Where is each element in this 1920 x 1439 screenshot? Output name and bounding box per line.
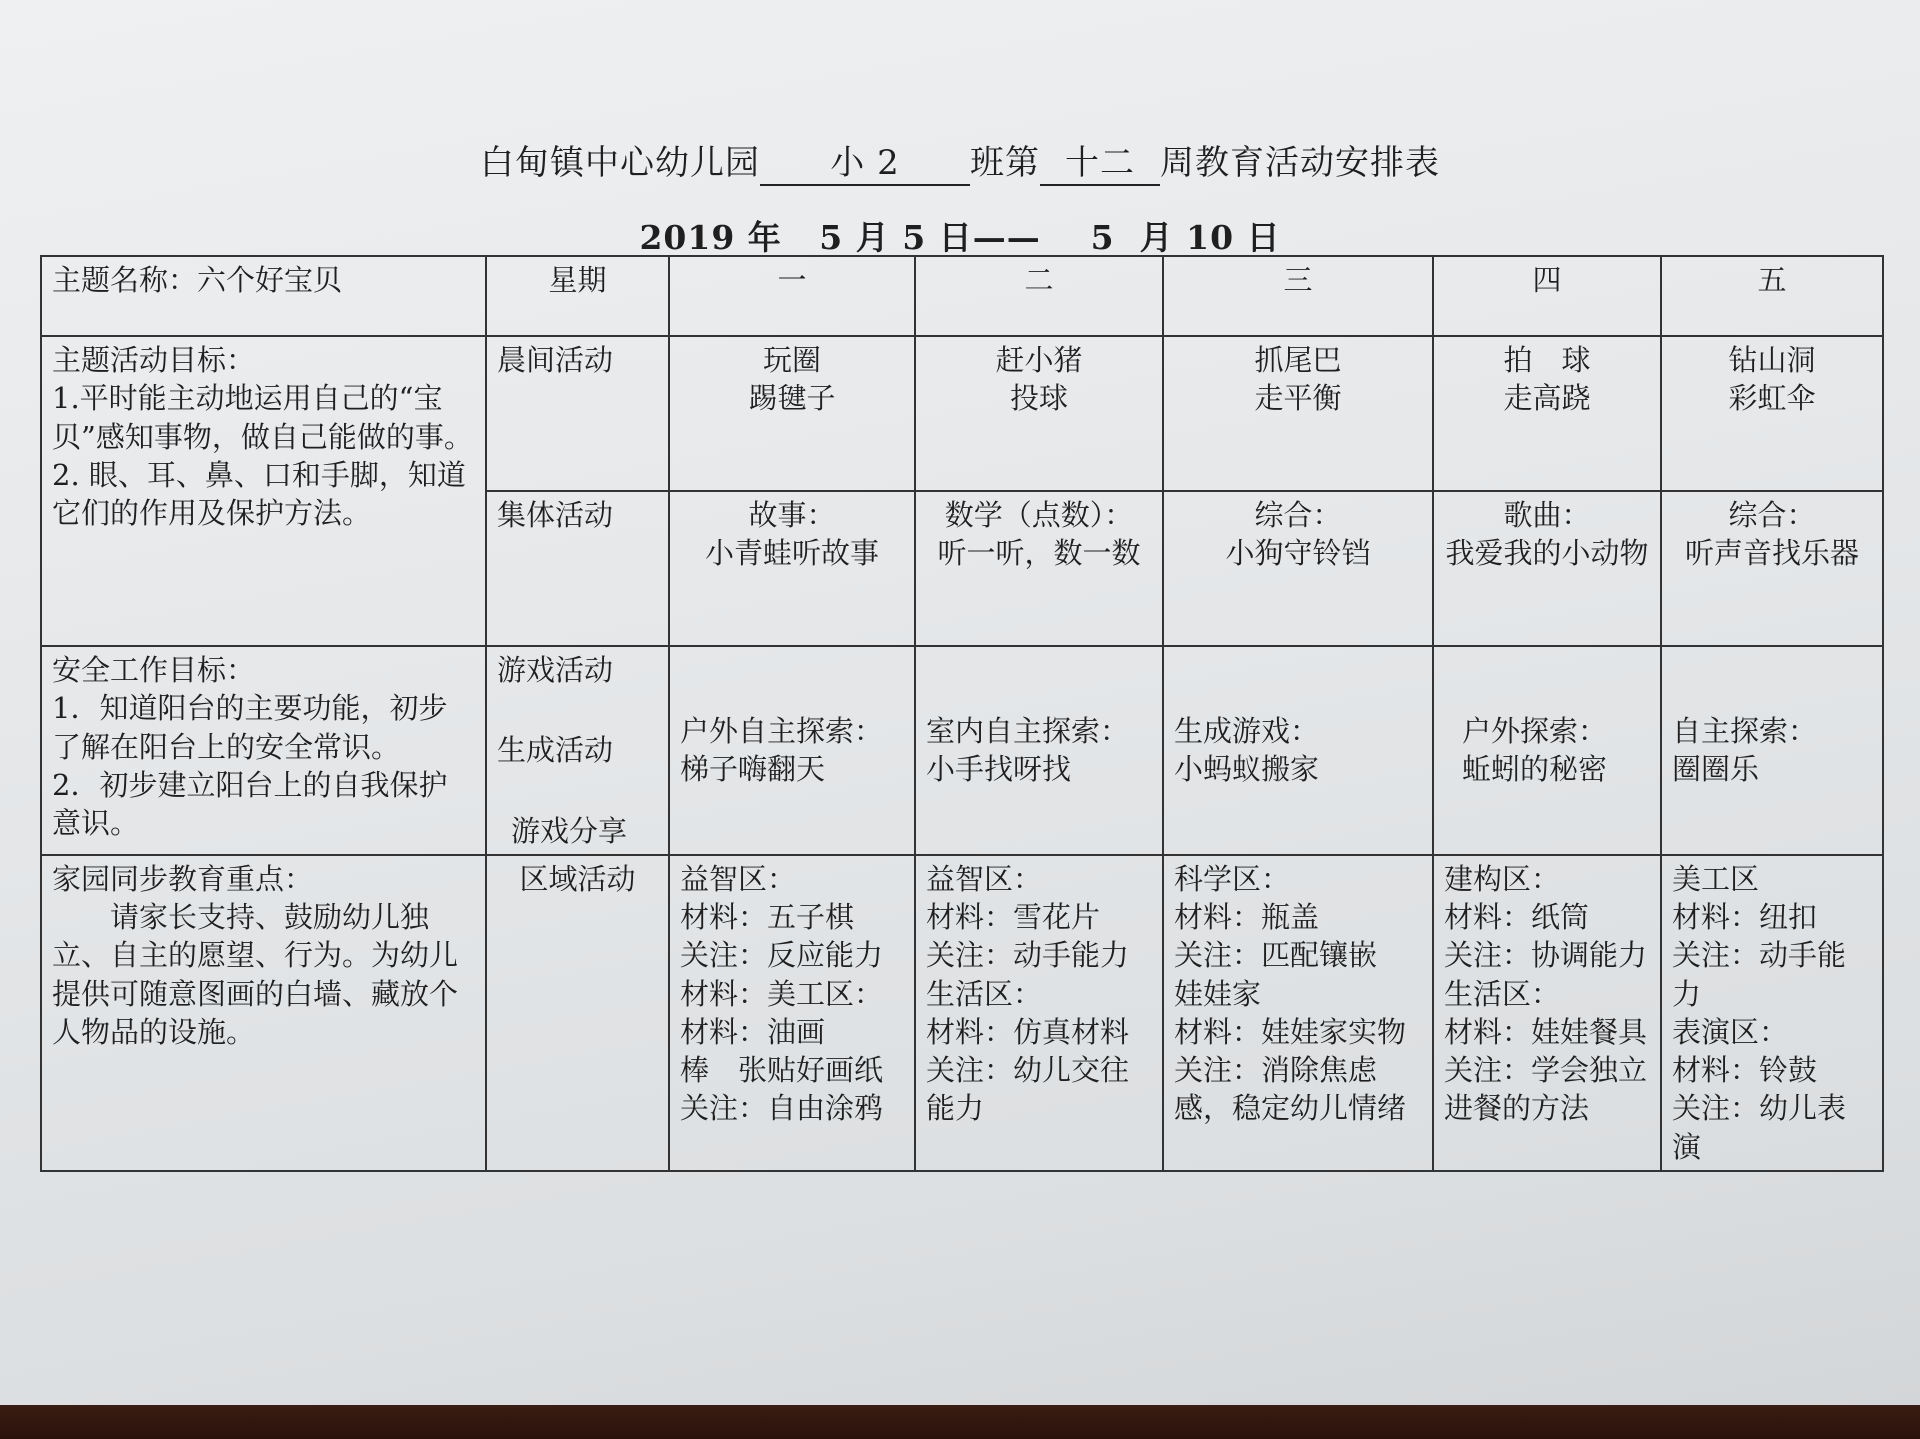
- group-2-line-1: 数学（点数）：: [944, 498, 1134, 532]
- group-1-line-1: 故事：: [748, 498, 836, 532]
- schedule-table: [40, 255, 1884, 1172]
- game-2-line-2: 小手找呀找: [926, 752, 1072, 787]
- group-3-line-1: 综合：: [1254, 498, 1342, 532]
- area-2-line-4: 生活区：: [926, 976, 1043, 1011]
- weekday-label: 星期: [486, 256, 669, 336]
- area-1-line-4: 材料：美工区：: [680, 976, 884, 1011]
- year-unit: 年: [747, 218, 782, 257]
- game-cell-2: [915, 646, 1163, 855]
- area-5-line-3: 关注：动手能力: [1672, 938, 1847, 1011]
- month-unit: 月: [855, 218, 890, 257]
- morning-row: [41, 336, 1883, 491]
- morning-cell-1: [669, 336, 915, 491]
- area-1-line-3: 关注：反应能力: [680, 938, 884, 973]
- group-cell-1: [669, 491, 915, 646]
- game-3-line-1: 生成游戏：: [1174, 714, 1320, 749]
- day-2: 二: [915, 256, 1163, 336]
- theme-name-cell: 主题名称：六个好宝贝: [41, 256, 486, 336]
- area-1-line-7: 关注：自由涂鸦: [680, 1091, 884, 1126]
- area-3-line-2: 材料：瓶盖: [1174, 900, 1320, 935]
- game-labels-cell: [486, 646, 669, 855]
- theme-goal-cell: [41, 336, 486, 646]
- area-2-line-2: 材料：雪花片: [926, 900, 1101, 935]
- group-4-line-2: 我爱我的小动物: [1445, 536, 1649, 571]
- morning-1-line-1: 玩圈: [762, 343, 821, 377]
- morning-cell-2: [915, 336, 1163, 491]
- area-cell-3: [1163, 855, 1433, 1171]
- morning-3-line-1: 抓尾巴: [1254, 343, 1342, 377]
- area-4-line-4: 生活区：: [1444, 976, 1561, 1011]
- area-1-line-5: 材料：油画: [680, 1014, 826, 1049]
- end-day-unit: 日: [1246, 218, 1281, 257]
- group-2-line-2: 听一听，数一数: [937, 536, 1141, 571]
- game-4-line-1: 户外探索：: [1462, 714, 1608, 749]
- game-5-line-1: 自主探索：: [1672, 714, 1818, 749]
- game-cell-4: [1433, 646, 1661, 855]
- area-5-line-6: 关注：幼儿表演: [1672, 1091, 1847, 1164]
- area-3-line-6: 关注：消除焦虑感，稳定幼儿情绪: [1174, 1053, 1407, 1126]
- day-5: 五: [1661, 256, 1883, 336]
- morning-5-line-1: 钻山洞: [1728, 343, 1816, 377]
- home-school-body: 请家长支持、鼓励幼儿独立、自主的愿望、行为。为幼儿提供可随意图画的白墙、藏放个人物品的设施。: [52, 900, 459, 1049]
- home-school-title: 家园同步教育重点：: [52, 861, 314, 896]
- area-1-line-6: 棒 张贴好画纸: [680, 1053, 884, 1088]
- document-title: [0, 135, 1920, 186]
- area-cell-2: [915, 855, 1163, 1171]
- area-5-line-2: 材料：纽扣: [1672, 900, 1818, 935]
- game-label-1: 游戏活动: [497, 653, 614, 687]
- start-day: 5: [902, 218, 927, 257]
- area-cell-1: [669, 855, 915, 1171]
- morning-cell-5: [1661, 336, 1883, 491]
- area-2-line-5: 材料：仿真材料: [926, 1014, 1130, 1049]
- area-2-line-1: 益智区：: [926, 861, 1043, 896]
- area-2-line-6: 关注：幼儿交往能力: [926, 1053, 1130, 1126]
- end-month-unit: 月: [1139, 218, 1174, 257]
- area-5-line-5: 材料：铃鼓: [1672, 1053, 1818, 1088]
- home-school-cell: [41, 855, 486, 1171]
- day-4: 四: [1433, 256, 1661, 336]
- area-3-line-5: 材料：娃娃家实物: [1174, 1014, 1407, 1049]
- area-5-line-4: 表演区：: [1672, 1014, 1789, 1049]
- morning-cell-3: [1163, 336, 1433, 491]
- morning-4-line-2: 走高跷: [1503, 381, 1591, 416]
- game-label-2: 生成活动: [497, 733, 614, 768]
- game-1-line-1: 户外自主探索：: [680, 714, 884, 749]
- morning-1-line-2: 踢毽子: [748, 381, 836, 416]
- morning-5-line-2: 彩虹伞: [1728, 381, 1816, 416]
- week-value: 十二: [1040, 135, 1160, 186]
- year: 2019: [639, 218, 736, 257]
- area-cell-4: [1433, 855, 1661, 1171]
- area-4-line-3: 关注：协调能力: [1444, 938, 1648, 973]
- group-cell-2: [915, 491, 1163, 646]
- morning-2-line-2: 投球: [1009, 381, 1068, 416]
- game-cell-1: [669, 646, 915, 855]
- start-month: 5: [819, 218, 844, 257]
- week-suffix: 周教育活动安排表: [1160, 143, 1440, 183]
- theme-goal-item-2: 2. 眼、耳、鼻、口和手脚，知道它们的作用及保护方法。: [52, 457, 466, 531]
- day-1: 一: [669, 256, 915, 336]
- area-3-line-4: 娃娃家: [1174, 976, 1262, 1011]
- theme-goal-title: 主题活动目标：: [52, 343, 256, 377]
- end-day: 10: [1186, 218, 1235, 257]
- game-row: [41, 646, 1883, 855]
- end-month: 5: [1090, 218, 1115, 257]
- area-4-line-1: 建构区：: [1444, 861, 1561, 896]
- area-4-line-6: 关注：学会独立进餐的方法: [1444, 1053, 1648, 1126]
- group-1-line-2: 小青蛙听故事: [704, 536, 879, 571]
- safety-goal-item-1: 1．知道阳台的主要功能，初步了解在阳台上的安全常识。: [52, 691, 448, 764]
- group-5-line-1: 综合：: [1728, 498, 1816, 532]
- theme-goal-item-1: 1.平时能主动地运用自己的“宝贝”感知事物，做自己能做的事。: [52, 381, 473, 454]
- desk-edge: [0, 1405, 1920, 1439]
- morning-label: 晨间活动: [486, 336, 669, 491]
- group-5-line-2: 听声音找乐器: [1684, 536, 1859, 571]
- area-cell-5: [1661, 855, 1883, 1171]
- date-range: [0, 212, 1920, 259]
- class-suffix: 班第: [970, 143, 1040, 183]
- group-3-line-2: 小狗守铃铛: [1225, 536, 1371, 571]
- group-cell-4: [1433, 491, 1661, 646]
- area-5-line-1: 美工区: [1672, 861, 1760, 896]
- group-cell-5: [1661, 491, 1883, 646]
- area-2-line-3: 关注：动手能力: [926, 938, 1130, 973]
- game-label-3: 游戏分享: [511, 813, 628, 848]
- game-1-line-2: 梯子嗨翻天: [680, 752, 826, 787]
- game-2-line-1: 室内自主探索：: [926, 714, 1130, 749]
- game-5-line-2: 圈圈乐: [1672, 752, 1760, 787]
- area-4-line-5: 材料：娃娃餐具: [1444, 1014, 1648, 1049]
- area-row: [41, 855, 1883, 1171]
- header-row: [41, 256, 1883, 336]
- area-1-line-1: 益智区：: [680, 861, 797, 896]
- group-label: 集体活动: [486, 491, 669, 646]
- game-3-line-2: 小蚂蚁搬家: [1174, 752, 1320, 787]
- area-3-line-3: 关注：匹配镶嵌: [1174, 938, 1378, 973]
- game-4-line-2: 蚯蚓的秘密: [1462, 752, 1608, 787]
- safety-goal-cell: [41, 646, 486, 855]
- group-cell-3: [1163, 491, 1433, 646]
- group-4-line-1: 歌曲：: [1503, 498, 1591, 532]
- morning-2-line-1: 赶小猪: [995, 343, 1083, 377]
- day-3: 三: [1163, 256, 1433, 336]
- morning-cell-4: [1433, 336, 1661, 491]
- game-cell-5: [1661, 646, 1883, 855]
- day-unit: 日——: [938, 218, 1041, 257]
- morning-4-line-1: 拍 球: [1503, 343, 1591, 377]
- safety-goal-title: 安全工作目标：: [52, 653, 256, 687]
- area-3-line-1: 科学区：: [1174, 861, 1291, 896]
- area-1-line-2: 材料：五子棋: [680, 900, 855, 935]
- kindergarten-name: 白甸镇中心幼儿园: [480, 143, 760, 183]
- game-cell-3: [1163, 646, 1433, 855]
- area-label: 区域活动: [486, 855, 669, 1171]
- area-4-line-2: 材料：纸筒: [1444, 900, 1590, 935]
- class-value: 小 2: [760, 135, 970, 186]
- safety-goal-item-2: 2．初步建立阳台上的自我保护意识。: [52, 767, 448, 841]
- morning-3-line-2: 走平衡: [1254, 381, 1342, 416]
